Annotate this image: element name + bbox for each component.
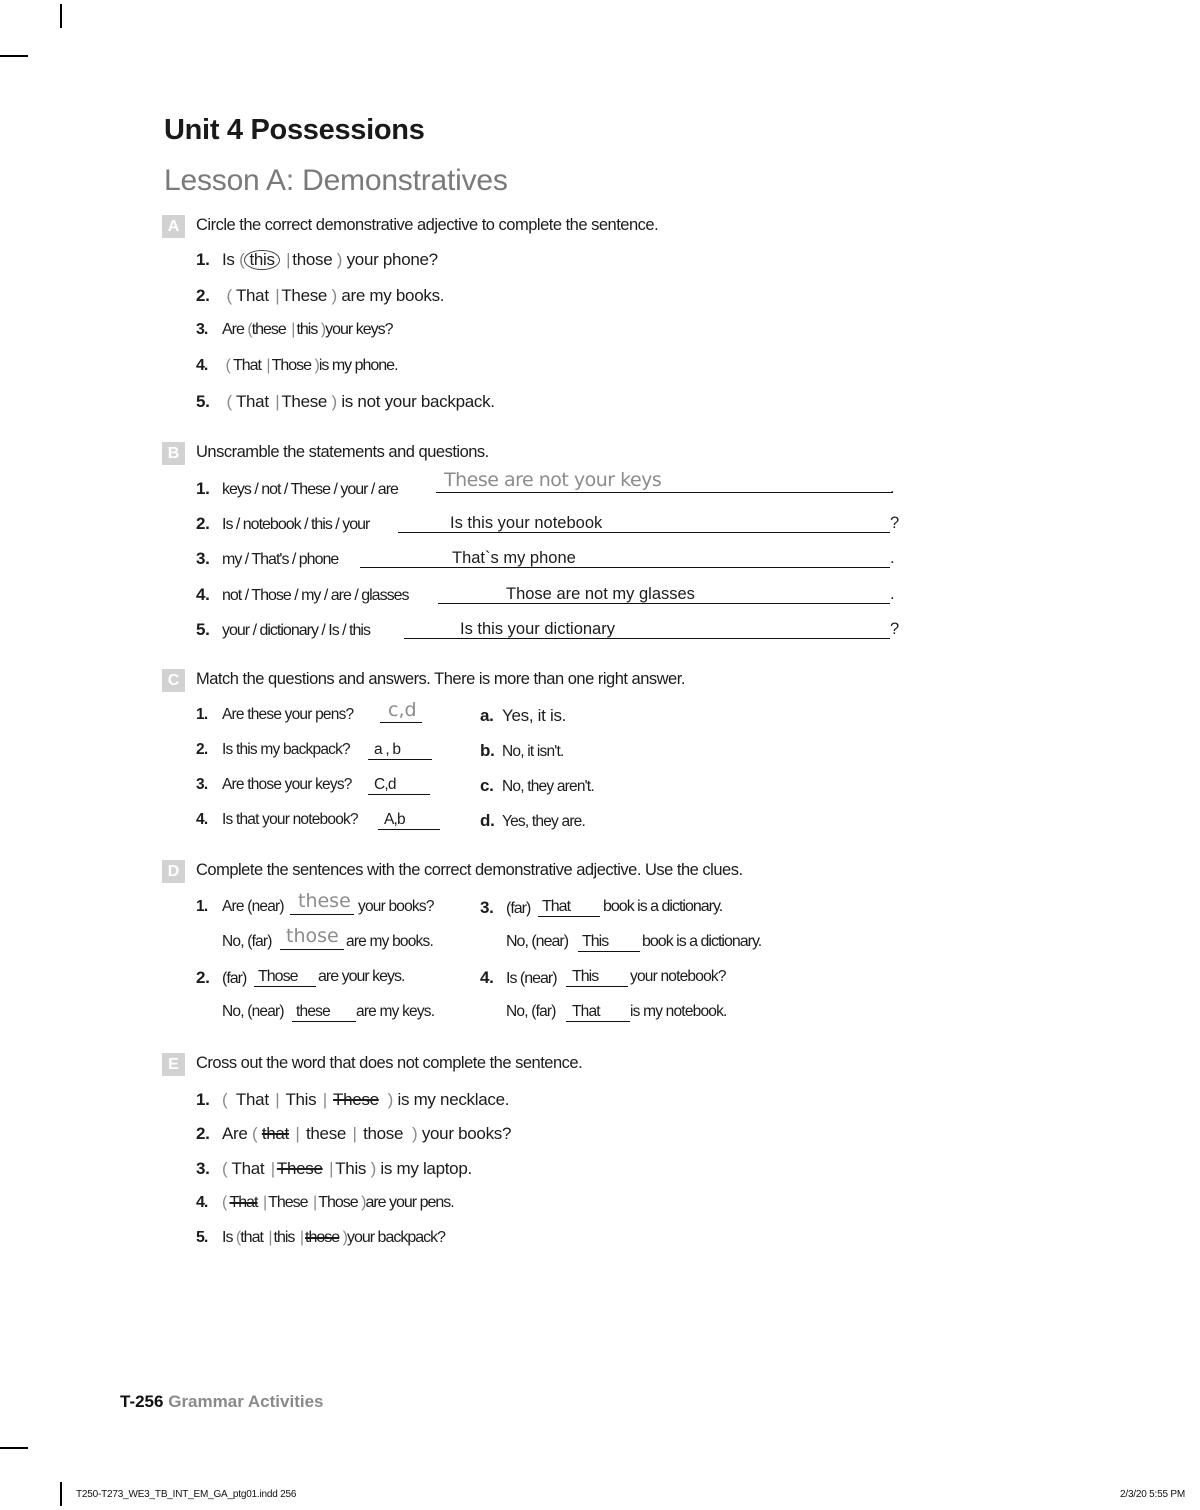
match-answer: c. No, they aren't.	[480, 776, 594, 795]
section-instruction: Match the questions and answers. There is more than one right answer.	[196, 670, 685, 688]
handwritten-answer: c,d	[388, 699, 417, 721]
section-badge: C	[162, 669, 185, 692]
list-item: 1. ( That | This | These ) is my necklace.	[196, 1090, 510, 1109]
section-instruction: Complete the sentences with the correct demonstrative adjective. Use the clues.	[196, 861, 743, 879]
written-answer: This	[582, 933, 609, 950]
list-item: 3. (far)	[480, 898, 531, 917]
list-item: 5. ( That | These ) is not your backpack.	[196, 392, 495, 411]
list-item: 3. Are those your keys?	[196, 776, 352, 793]
list-item: 2. Are ( that | these | those ) your books?	[196, 1124, 512, 1143]
written-answer: A,b	[384, 811, 405, 828]
written-answer: C,d	[374, 776, 396, 793]
section-badge: D	[162, 860, 185, 883]
answer-line	[578, 951, 640, 952]
written-answer: Those are not my glasses	[506, 585, 695, 603]
written-answer: Is this your notebook	[450, 514, 603, 532]
list-item: 3. Are (these | this )your keys?	[196, 321, 393, 338]
crossed-out-word: that	[261, 1124, 289, 1143]
page-number: T-256	[120, 1392, 164, 1411]
answer-line	[436, 492, 892, 493]
crop-mark	[60, 4, 62, 28]
list-item: 1. keys / not / These / your / are	[196, 479, 398, 498]
crop-mark	[60, 1482, 62, 1506]
written-answer: a , b	[374, 741, 401, 758]
handwritten-answer: these	[298, 890, 351, 912]
crop-mark	[0, 55, 28, 57]
answer-line	[368, 759, 432, 760]
list-item: 1. Are (near)	[196, 898, 284, 915]
written-answer: That	[572, 1003, 600, 1020]
handwritten-answer: These are not your keys	[444, 469, 662, 491]
list-item: 4. not / Those / my / are / glasses	[196, 585, 409, 604]
answer-line	[360, 567, 890, 568]
answer-line	[290, 914, 354, 915]
answer-line	[292, 1021, 356, 1022]
answer-line	[566, 986, 628, 987]
written-answer: This	[572, 968, 599, 985]
list-item: 4. Is (near)	[480, 968, 557, 987]
list-item: No, (far)	[506, 1003, 556, 1020]
section-instruction: Circle the correct demonstrative adjective to complete the sentence.	[196, 216, 659, 234]
section-badge: B	[162, 442, 185, 465]
date-slug: 2/3/20 5:55 PM	[1120, 1489, 1186, 1500]
answer-line	[378, 829, 440, 830]
written-answer: Is this your dictionary	[460, 620, 615, 638]
footer-label: Grammar Activities	[168, 1392, 324, 1411]
answer-line	[380, 722, 422, 723]
written-answer: Those	[258, 968, 298, 985]
list-item: No, (near)	[506, 933, 569, 950]
crossed-out-word: That	[229, 1194, 258, 1211]
list-item: 3. my / That's / phone	[196, 549, 339, 568]
page-title: Unit 4 Possessions	[164, 114, 425, 146]
page-footer	[120, 1392, 324, 1412]
list-item: 2. (far)	[196, 968, 247, 987]
list-item: 1. Are these your pens?	[196, 706, 354, 723]
answer-line	[280, 949, 344, 950]
answer-line	[566, 1021, 630, 1022]
written-answer: these	[296, 1003, 330, 1020]
crossed-out-word: These	[276, 1159, 323, 1178]
crop-mark	[0, 1447, 28, 1449]
answer-line	[368, 794, 430, 795]
list-item: 3. ( That | These | This ) is my laptop.	[196, 1159, 472, 1178]
answer-line	[538, 916, 600, 917]
crossed-out-word: These	[333, 1090, 379, 1109]
answer-line	[254, 986, 316, 987]
match-answer: d. Yes, they are.	[480, 811, 586, 830]
section-instruction: Cross out the word that does not complete the sentence.	[196, 1054, 583, 1072]
circled-answer: this	[244, 250, 279, 270]
file-slug: T250-T273_WE3_TB_INT_EM_GA_ptg01.indd 256	[76, 1489, 297, 1500]
list-item: 4. Is that your notebook?	[196, 811, 358, 828]
list-item: 2. Is this my backpack?	[196, 741, 350, 758]
list-item: 2. ( That | These ) are my books.	[196, 286, 445, 305]
list-item: 2. Is / notebook / this / your	[196, 514, 370, 533]
match-answer: b. No, it isn't.	[480, 741, 564, 760]
list-item: No, (near)	[222, 1003, 284, 1020]
list-item: 5. your / dictionary / Is / this	[196, 620, 370, 639]
section-badge: E	[162, 1053, 185, 1076]
written-answer: That	[542, 898, 571, 915]
list-item: 4. ( That | These | Those )are your pens.	[196, 1194, 454, 1211]
handwritten-answer: those	[286, 925, 339, 947]
list-item: 1. Is ( this | those ) your phone?	[196, 250, 438, 269]
written-answer: That`s my phone	[452, 549, 576, 567]
section-instruction: Unscramble the statements and questions.	[196, 443, 489, 461]
list-item: 4. ( That | Those )is my phone.	[196, 357, 398, 374]
list-item: 5. Is (that | this | those )your backpack?	[196, 1229, 446, 1246]
match-answer: a. Yes, it is.	[480, 706, 567, 725]
crossed-out-word: those	[305, 1229, 340, 1246]
list-item: No, (far)	[222, 933, 272, 950]
section-badge: A	[162, 215, 185, 238]
lesson-subtitle: Lesson A: Demonstratives	[164, 164, 508, 197]
